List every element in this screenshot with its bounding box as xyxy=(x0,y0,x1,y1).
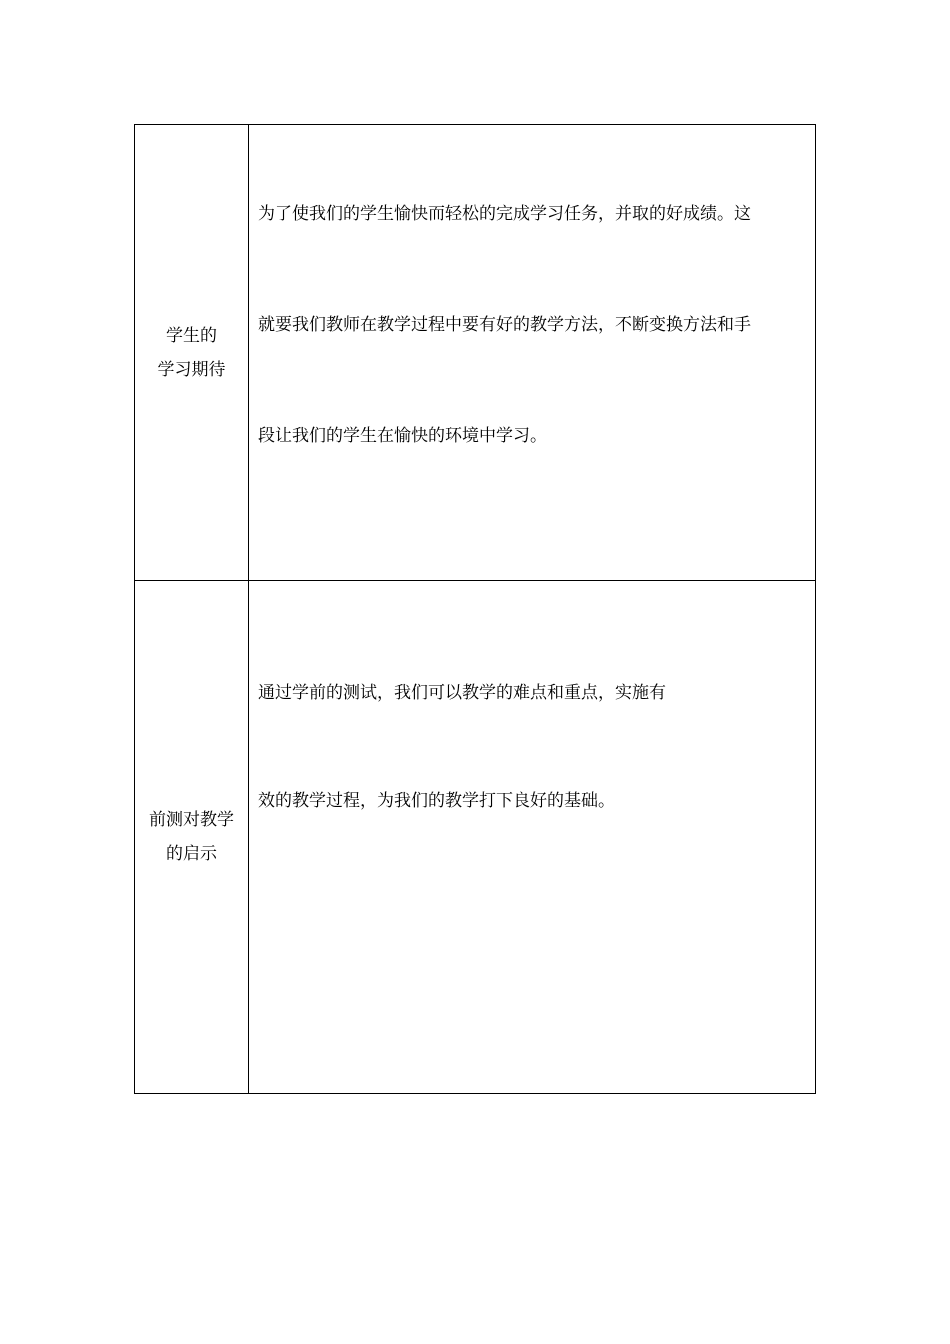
row-content-cell xyxy=(249,125,816,581)
row-content-text xyxy=(249,122,815,529)
table-row-student-expectation xyxy=(135,125,816,581)
content-line: 段让我们的学生在愉快的环境中学习。 xyxy=(258,426,547,446)
content-line: 就要我们教师在教学过程中要有好的教学方法，不断变换方法和手 xyxy=(258,315,751,335)
row-label-line: 前测对教学 xyxy=(149,810,234,830)
row-label-line: 的启示 xyxy=(166,844,217,864)
content-line: 通过学前的测试，我们可以教学的难点和重点，实施有 xyxy=(258,683,666,703)
row-content-cell xyxy=(249,581,816,1094)
row-content-text xyxy=(249,581,815,891)
row-label-line: 学生的 xyxy=(166,325,217,346)
content-line: 效的教学过程，为我们的教学打下良好的基础。 xyxy=(258,791,615,811)
document-table xyxy=(134,124,816,1094)
table-row-pretest-insight xyxy=(135,581,816,1094)
content-line: 为了使我们的学生愉快而轻松的完成学习任务，并取的好成绩。这 xyxy=(258,204,751,224)
row-label-cell xyxy=(135,581,249,1094)
row-label-cell xyxy=(135,125,249,581)
row-label-line: 学习期待 xyxy=(157,359,226,380)
